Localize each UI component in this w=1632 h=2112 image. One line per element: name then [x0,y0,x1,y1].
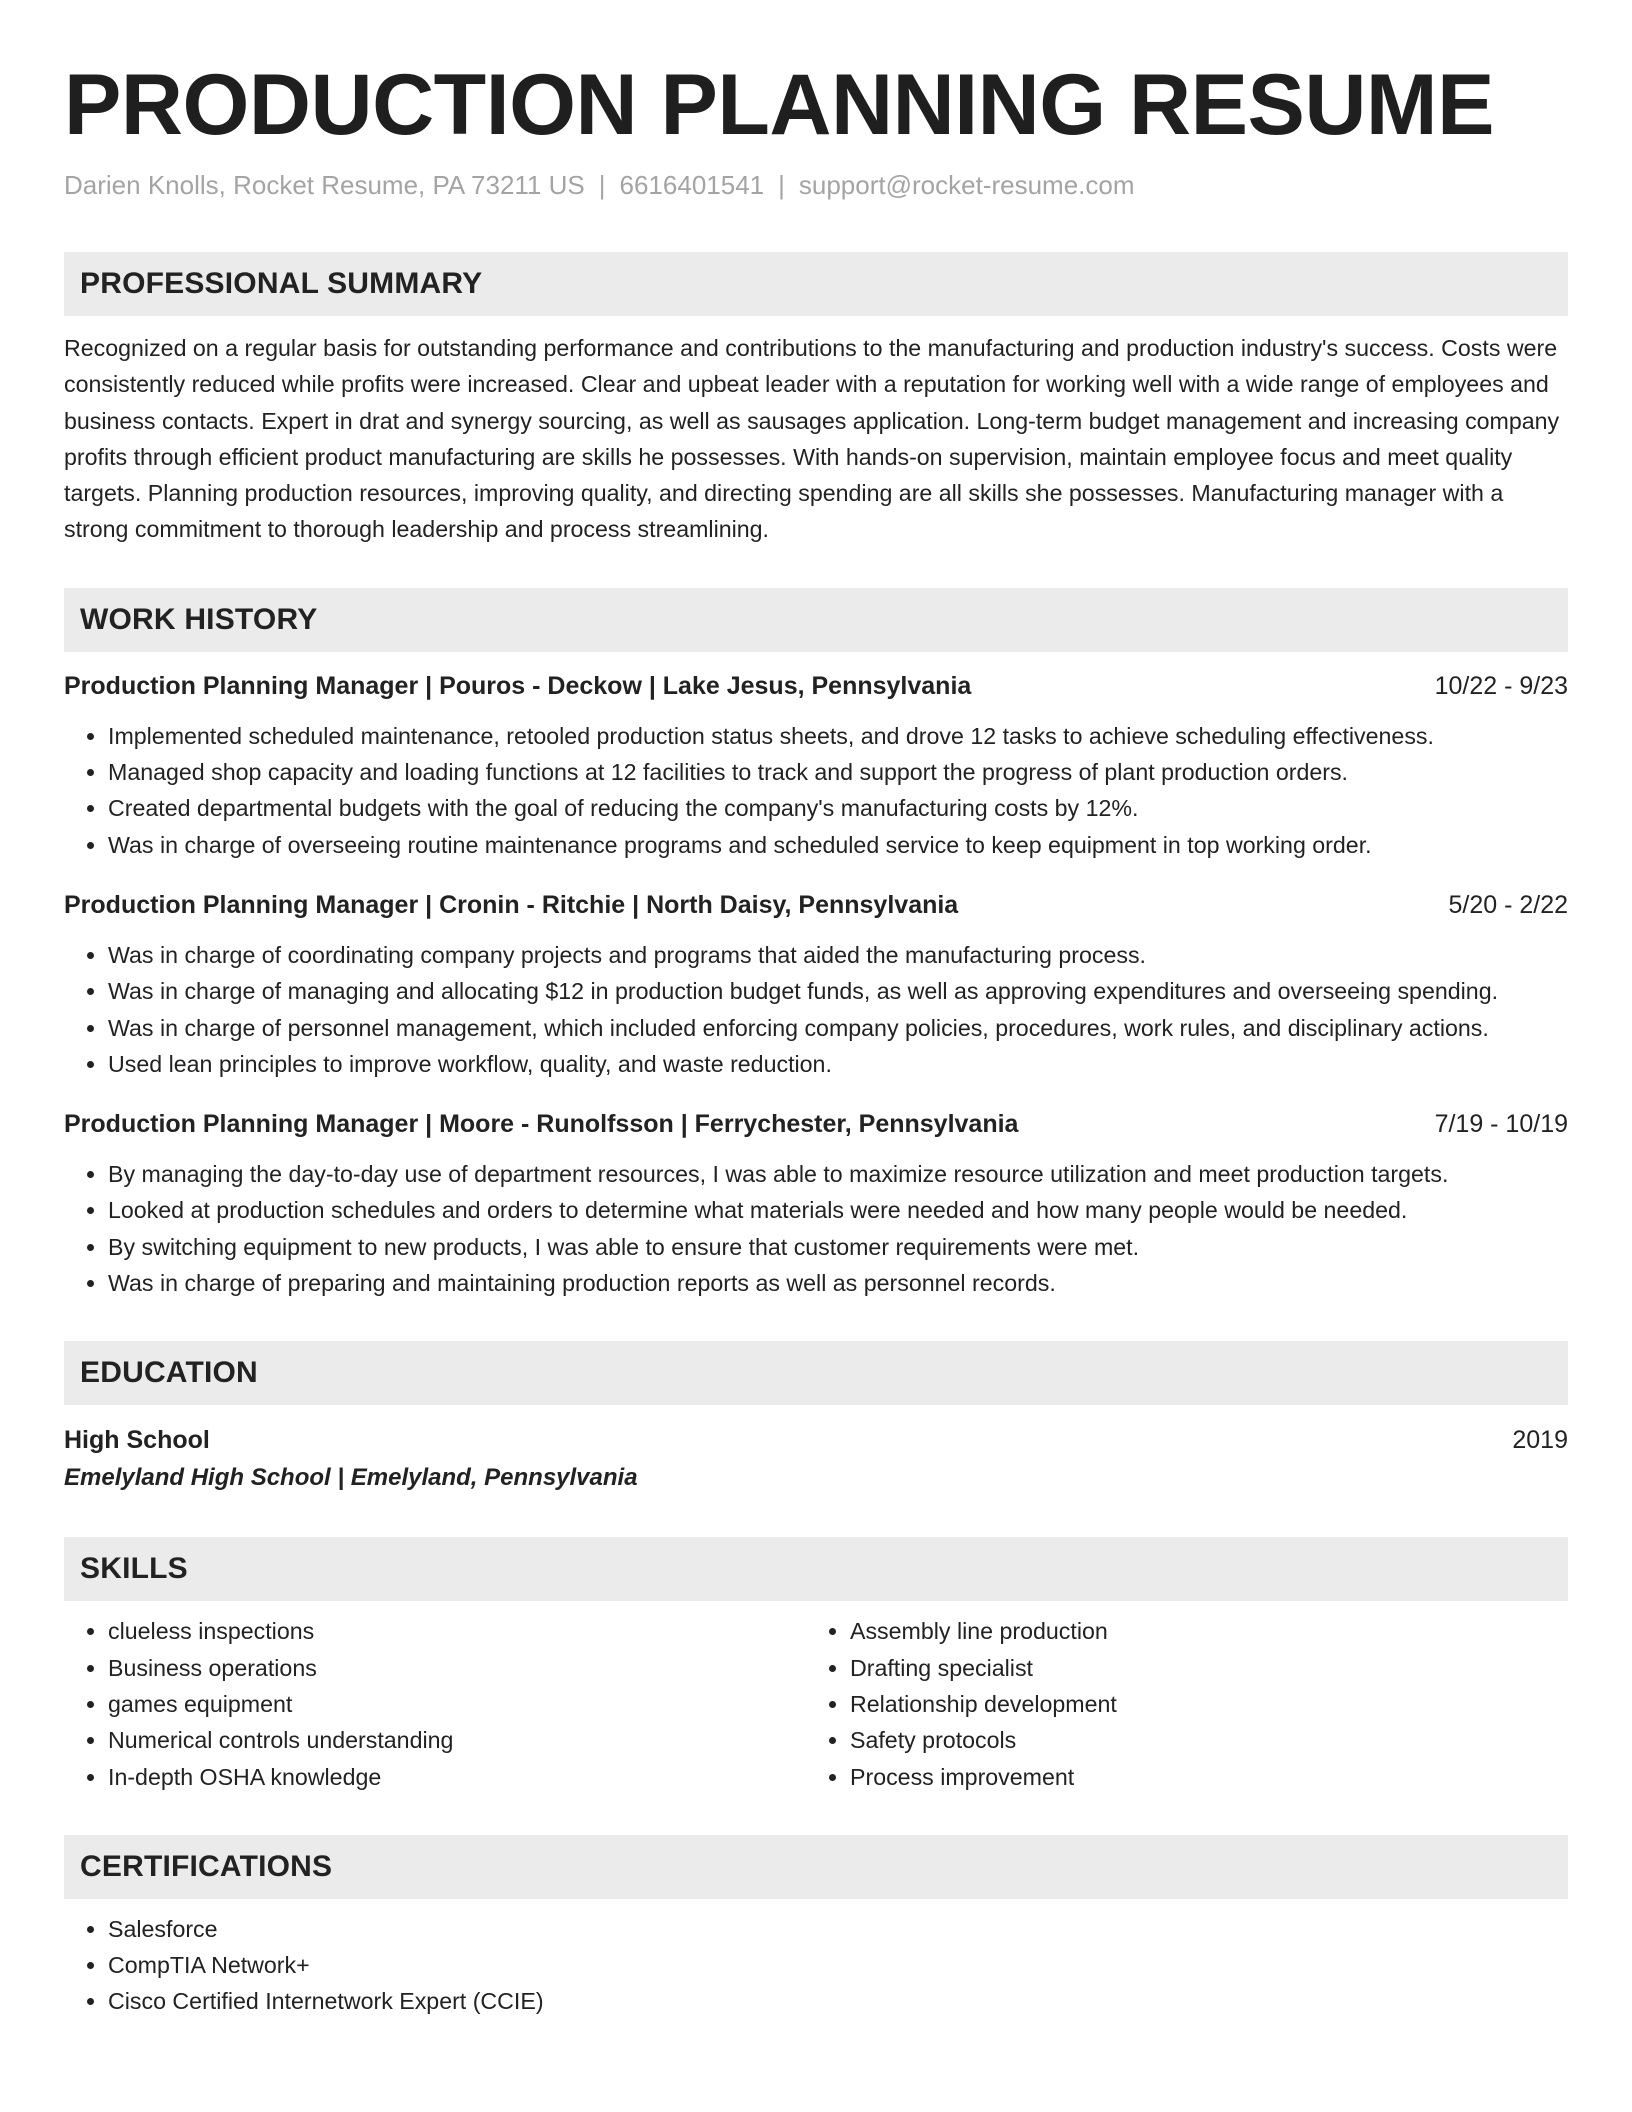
job-title: Production Planning Manager | Moore - Runolfsson | Ferrychester, Pennsylvania [64,1110,1019,1139]
job-title: Production Planning Manager | Pouros - Deckow | Lake Jesus, Pennsylvania [64,671,972,700]
certification-item: • CompTIA Network+ [108,1947,1568,1983]
job-bullet: • Looked at production schedules and orders to determine what materials were needed and how many people would be needed. [108,1192,1568,1228]
job-dates: 5/20 - 2/22 [1448,890,1568,919]
job-entry [64,668,1568,863]
job-bullets [64,937,1568,1082]
job-bullet: • Implemented scheduled maintenance, retooled production status sheets, and drove 12 tasks to achieve scheduling effectiveness. [108,718,1568,754]
skill-item: • Safety protocols [850,1722,1550,1758]
education-degree: High School [64,1426,210,1455]
job-bullet: • By switching equipment to new products, I was able to ensure that customer requirements were met. [108,1229,1568,1265]
skill-item: • Process improvement [850,1759,1550,1795]
education-heading: EDUCATION [64,1341,1568,1405]
job-bullet: • Was in charge of coordinating company projects and programs that aided the manufacturing process. [108,937,1568,973]
skills-list [64,1613,1568,1794]
skill-item: • Drafting specialist [850,1650,1550,1686]
certifications-bullets [64,1911,1568,2020]
skill-item: • clueless inspections [108,1613,806,1649]
job-bullet: • Was in charge of overseeing routine maintenance programs and scheduled service to keep equipment in top working order. [108,827,1568,863]
skill-item: • Relationship development [850,1686,1550,1722]
job-header [64,1106,1568,1142]
job-bullet: • Was in charge of preparing and maintaining production reports as well as personnel records. [108,1265,1568,1301]
skill-item: • Numerical controls understanding [108,1722,806,1758]
job-bullet: • By managing the day-to-day use of department resources, I was able to maximize resource utilization and meet production targets. [108,1156,1568,1192]
certifications-heading: CERTIFICATIONS [64,1835,1568,1899]
skills-column-left [64,1613,806,1794]
certification-item: • Cisco Certified Internetwork Expert (CCIE) [108,1983,1568,2019]
job-bullet: • Was in charge of personnel management, which included enforcing company policies, procedures, work rules, and disciplinary actions. [108,1010,1568,1046]
certifications-list [64,1911,1568,2020]
skills-heading: SKILLS [64,1537,1568,1601]
contact-email: support@rocket-resume.com [798,170,1135,200]
skill-item: • Business operations [108,1650,806,1686]
contact-line [64,168,1568,202]
skill-item: • In-depth OSHA knowledge [108,1759,806,1795]
job-bullet: • Created departmental budgets with the goal of reducing the company's manufacturing costs by 12%. [108,790,1568,826]
education-header [64,1421,1568,1459]
education-entry [64,1421,1568,1497]
job-header [64,668,1568,704]
skills-column-right [806,1613,1550,1794]
job-dates: 10/22 - 9/23 [1434,671,1568,700]
skill-item: • Assembly line production [850,1613,1550,1649]
job-title: Production Planning Manager | Cronin - Ritchie | North Daisy, Pennsylvania [64,890,959,919]
resume-title: PRODUCTION PLANNING RESUME [64,57,1494,153]
job-bullet: • Managed shop capacity and loading functions at 12 facilities to track and support the progress of plant production orders. [108,754,1568,790]
summary-text: Recognized on a regular basis for outstanding performance and contributions to the manufacturing and production industry's success. Costs were consistently reduced while profits were increased. Clear and upbeat leader with a reputation for working well with a wide range of employees and business contacts. Expert in drat and synergy sourcing, as well as sausages application. Long-term budget management and increasing company profits through efficient product manufacturing are skills he possesses. With hands-on supervision, maintain employee focus and meet quality targets. Planning production resources, improving quality, and directing spending are all skills she possesses. Manufacturing manager with a strong commitment to thorough leadership and process streamlining. [64,335,1560,543]
contact-separator: | [598,170,606,200]
certification-item: • Salesforce [108,1911,1568,1947]
job-bullets [64,718,1568,863]
job-bullets [64,1156,1568,1301]
education-year: 2019 [1512,1426,1568,1455]
job-entry [64,1106,1568,1301]
job-dates: 7/19 - 10/19 [1434,1110,1568,1139]
job-header [64,887,1568,923]
contact-address: Darien Knolls, Rocket Resume, PA 73211 US [64,170,585,200]
job-bullet: • Was in charge of managing and allocating $12 in production budget funds, as well as approving expenditures and overseeing spending. [108,973,1568,1009]
job-entry [64,887,1568,1082]
work-history-heading: WORK HISTORY [64,588,1568,652]
contact-phone: 6616401541 [619,170,765,200]
resume-page [64,0,1568,2020]
summary-heading: PROFESSIONAL SUMMARY [64,252,1568,316]
job-bullet: • Used lean principles to improve workflow, quality, and waste reduction. [108,1046,1568,1082]
skill-item: • games equipment [108,1686,806,1722]
contact-separator: | [778,170,785,200]
education-school: Emelyland High School | Emelyland, Pennsylvania [64,1464,638,1492]
